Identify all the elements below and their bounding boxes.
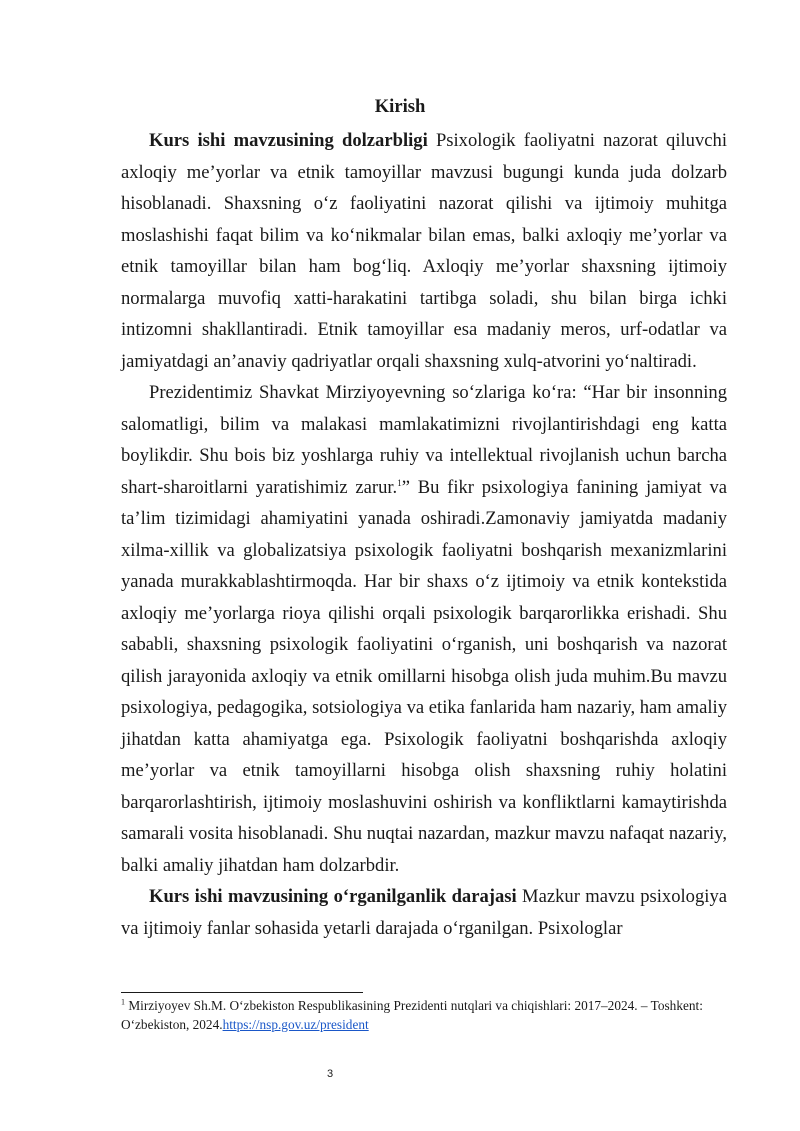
study-level-heading: Kurs ishi mavzusining o‘rganilganlik darajasi — [149, 886, 517, 907]
study-level-text: Mazkur mavzu psixologiya va ijtimoiy fanlar sohasida yetarli darajada o‘rganilgan. Psixologlar — [121, 886, 727, 939]
footnote-separator — [121, 992, 363, 993]
footnote-mark: 1 — [121, 997, 125, 1007]
quote-continuation: ” Bu fikr psixologiya fanining jamiyat va ta’lim tizimidagi ahamiyatini yanada oshiradi.Zamonaviy jamiyatda madaniy xilma-xillik va globalizatsiya psixologik faoliyatni boshqarish mexanizmlarini yanada murakkablashtirmoqda. Har bir shaxs o‘z ijtimoiy va etnik kontekstida axloqiy me’yorlarga rioya qilishi orqali psixologik barqarorlikka erishadi. Shu sababli, shaxsning psixologik faoliyatini o‘rganish, uni boshqarish va nazorat qilish jarayonida axloqiy va etnik omillarni hisobga olish juda muhim.Bu mavzu psixologiya, pedagogika, sotsiologiya va etika fanlarida ham nazariy, ham amaliy jihatdan katta ahamiyatga ega. Psixologik faoliyatni boshqarishda axloqiy me’yorlar va etnik tamoyillarni hisobga olish shaxsning ruhiy holatini barqarorlashtirish, ijtimoiy moslashuvini oshirish va konfliktlarni kamaytirishda samarali vosita hisoblanadi. Shu nuqtai nazardan, mazkur mavzu nafaqat nazariy, balki amaliy jihatdan ham dolzarbdir. — [121, 476, 728, 876]
relevance-text: Psixologik faoliyatni nazorat qiluvchi axloqiy me’yorlar va etnik tamoyillar mavzusi bugungi kunda juda dolzarb hisoblanadi. Shaxsning o‘z faoliyatini nazorat qilishi va ijtimoiy muhitga moslashishi faqat bilim va ko‘nikmalar bilan emas, balki axloqiy me’yorlar va etnik tamoyillar bilan ham bog‘liq. Axloqiy me’yorlar shaxsning ijtimoiy normalarga muvofiq xatti-harakatini tartibga soladi, shu bilan birga ichki intizomni shakllantiradi. Etnik tamoyillar esa madaniy meros, urf-odatlar va jamiyatdagi an’anaviy qadriyatlar orqali shaxsning xulq-atvorini yo‘naltiradi. — [121, 130, 727, 372]
paragraph-relevance — [121, 125, 727, 377]
paragraph-president-quote — [121, 377, 727, 881]
footnote — [121, 996, 727, 1034]
footnote-text: Mirziyoyev Sh.M. O‘zbekiston Respublikasining Prezidenti nutqlari va chiqishlari: 2017–2024. – Toshkent: O‘zbekiston, 2024. — [121, 998, 703, 1032]
quote-text: Prezidentimiz Shavkat Mirziyoyevning so‘zlariga ko‘ra: “Har bir insonning salomatligi, bilim va malakasi mamlakatimizni rivojlantirishdagi eng katta boylikdir. Shu bois biz yoshlarga ruhiy va intellektual rivojlanish uchun barcha shart-sharoitlarni yaratishimiz zarur. — [121, 382, 727, 498]
paragraph-study-level — [121, 881, 727, 944]
footnote-reference[interactable]: 1 — [397, 477, 402, 488]
section-title: Kirish — [374, 96, 426, 117]
body-text — [121, 125, 727, 944]
relevance-heading: Kurs ishi mavzusining dolzarbligi — [149, 130, 428, 151]
footnote-link[interactable]: https://nsp.gov.uz/president — [222, 1017, 369, 1032]
page-number: 3 — [326, 1068, 334, 1080]
